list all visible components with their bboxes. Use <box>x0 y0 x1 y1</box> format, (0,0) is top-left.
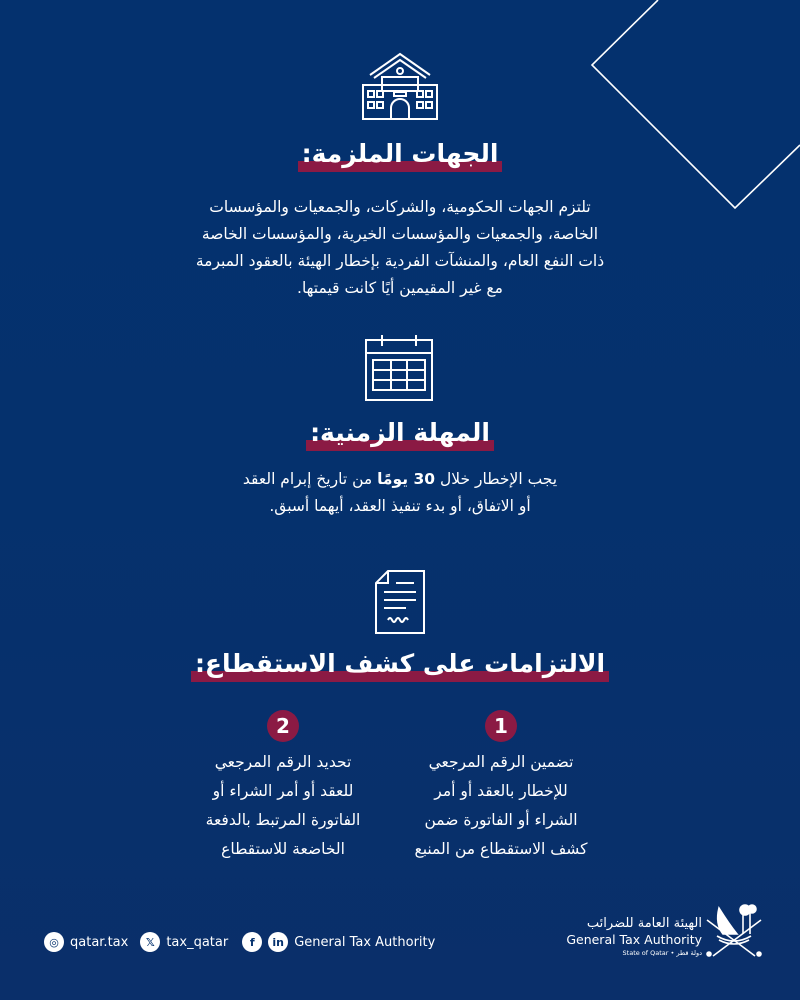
instagram-icon[interactable]: ◎ <box>44 932 64 952</box>
calendar-icon <box>364 334 436 404</box>
obligation-item-1: تضمين الرقم المرجعي للإخطار بالعقد أو أمر الشراء أو الفاتورة ضمن كشف الاستقطاع من المنبع <box>414 753 588 858</box>
heading-deduction-statement-obligations: الالتزامات على كشف الاستقطاع: <box>0 648 800 680</box>
heading-time-limit: المهلة الزمنية: <box>0 417 800 449</box>
gta-logo-text: الهيئة العامة للضرائب General Tax Authority State of Qatar • دولة قطر <box>566 916 702 957</box>
school-building-icon <box>360 52 440 122</box>
x-handle[interactable]: tax_qatar <box>166 934 229 950</box>
social-footer <box>44 932 435 952</box>
paragraph-obligated-entities: تلتزم الجهات الحكومية، والشركات، والجمعيات والمؤسسات الخاصة، والجمعيات والمؤسسات الخيرية، والمؤسسات الخاصة ذات النفع العام، والمنشآت الفردية بإخطار الهيئة بالعقود المبرمة مع غير المقيمين أيًا كانت قيمتها. <box>195 198 605 297</box>
paragraph-time-limit: يجب الإخطار خلال 30 يومًا من تاريخ إبرام العقد أو الاتفاق، أو بدء تنفيذ العقد، أيهما أسبق. <box>242 470 558 515</box>
facebook-icon[interactable]: f <box>242 932 262 952</box>
instagram-handle[interactable]: qatar.tax <box>70 934 129 950</box>
linkedin-icon[interactable]: in <box>268 932 288 952</box>
x-twitter-icon[interactable]: 𝕏 <box>140 932 160 952</box>
step-badge-2: 2 <box>267 710 299 742</box>
step-badge-1: 1 <box>485 710 517 742</box>
facebook-linkedin-handle[interactable]: General Tax Authority <box>294 934 436 950</box>
heading-obligated-entities: الجهات الملزمة: <box>0 138 800 170</box>
deadline-emphasis: 30 يومًا <box>377 470 436 488</box>
qatar-emblem-icon <box>703 902 765 960</box>
obligation-item-2: تحديد الرقم المرجعي للعقد أو أمر الشراء أو الفاتورة المرتبط بالدفعة الخاضعة للاستقطاع <box>205 753 361 858</box>
document-icon <box>374 569 428 635</box>
